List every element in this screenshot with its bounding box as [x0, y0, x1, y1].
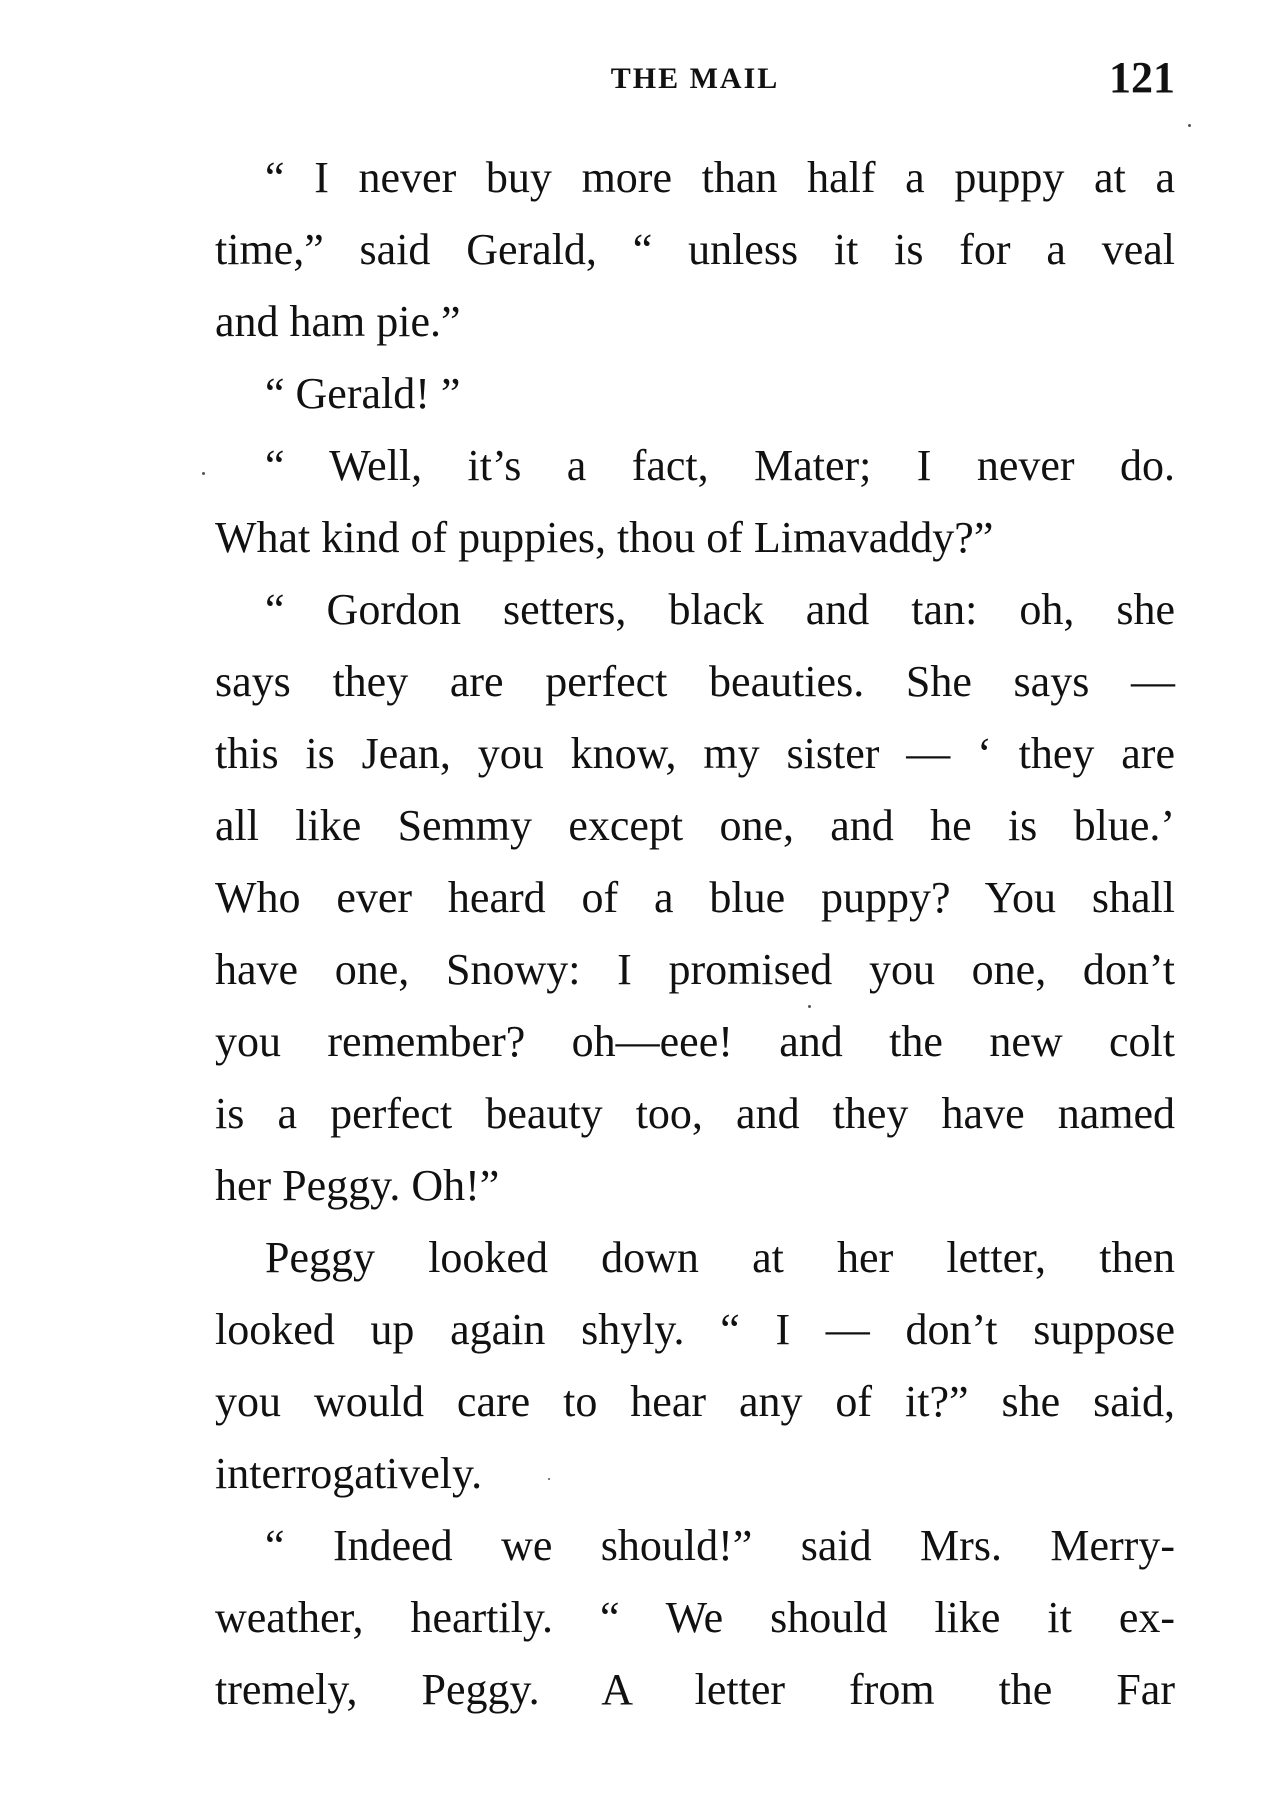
body-text — [215, 142, 1175, 1726]
running-title: THE MAIL — [610, 62, 780, 95]
text-line: Peggy looked down at her letter, then — [265, 1233, 1175, 1282]
text-line: says they are perfect beauties. She says — — [215, 657, 1175, 706]
text-line: is a perfect beauty too, and they have named — [215, 1089, 1175, 1138]
text-line: and ham pie.” — [215, 297, 461, 346]
text-line: you would care to hear any of it?” she said, — [215, 1377, 1175, 1426]
text-line: all like Semmy except one, and he is blue.’ — [215, 801, 1175, 850]
page-number: 121 — [1109, 53, 1175, 102]
text-line: tremely, Peggy. A letter from the Far — [215, 1665, 1175, 1714]
scan-speck — [808, 1005, 811, 1008]
scan-speck — [202, 472, 205, 475]
text-line: “ Gerald! ” — [265, 369, 461, 418]
text-line: this is Jean, you know, my sister — ‘ they are — [215, 729, 1175, 778]
text-line: have one, Snowy: I promised you one, don’t — [215, 945, 1175, 994]
text-line: time,” said Gerald, “ unless it is for a veal — [215, 225, 1175, 274]
text-line: interrogatively. — [215, 1449, 483, 1498]
text-line: you remember? oh—eee! and the new colt — [215, 1017, 1175, 1066]
text-line: Who ever heard of a blue puppy? You shall — [215, 873, 1175, 922]
scan-speck — [1188, 124, 1191, 127]
text-line: “ Well, it’s a fact, Mater; I never do. — [265, 441, 1175, 490]
text-line: weather, heartily. “ We should like it ex- — [215, 1593, 1175, 1642]
text-line: looked up again shyly. “ I — don’t suppose — [215, 1305, 1175, 1354]
text-line: “ I never buy more than half a puppy at a — [265, 153, 1175, 202]
text-line: What kind of puppies, thou of Limavaddy?” — [215, 513, 994, 562]
running-head — [215, 52, 1175, 112]
text-line: her Peggy. Oh!” — [215, 1161, 500, 1210]
text-line: “ Gordon setters, black and tan: oh, she — [265, 585, 1175, 634]
scan-speck — [548, 1478, 550, 1480]
text-line: “ Indeed we should!” said Mrs. Merry- — [265, 1521, 1175, 1570]
